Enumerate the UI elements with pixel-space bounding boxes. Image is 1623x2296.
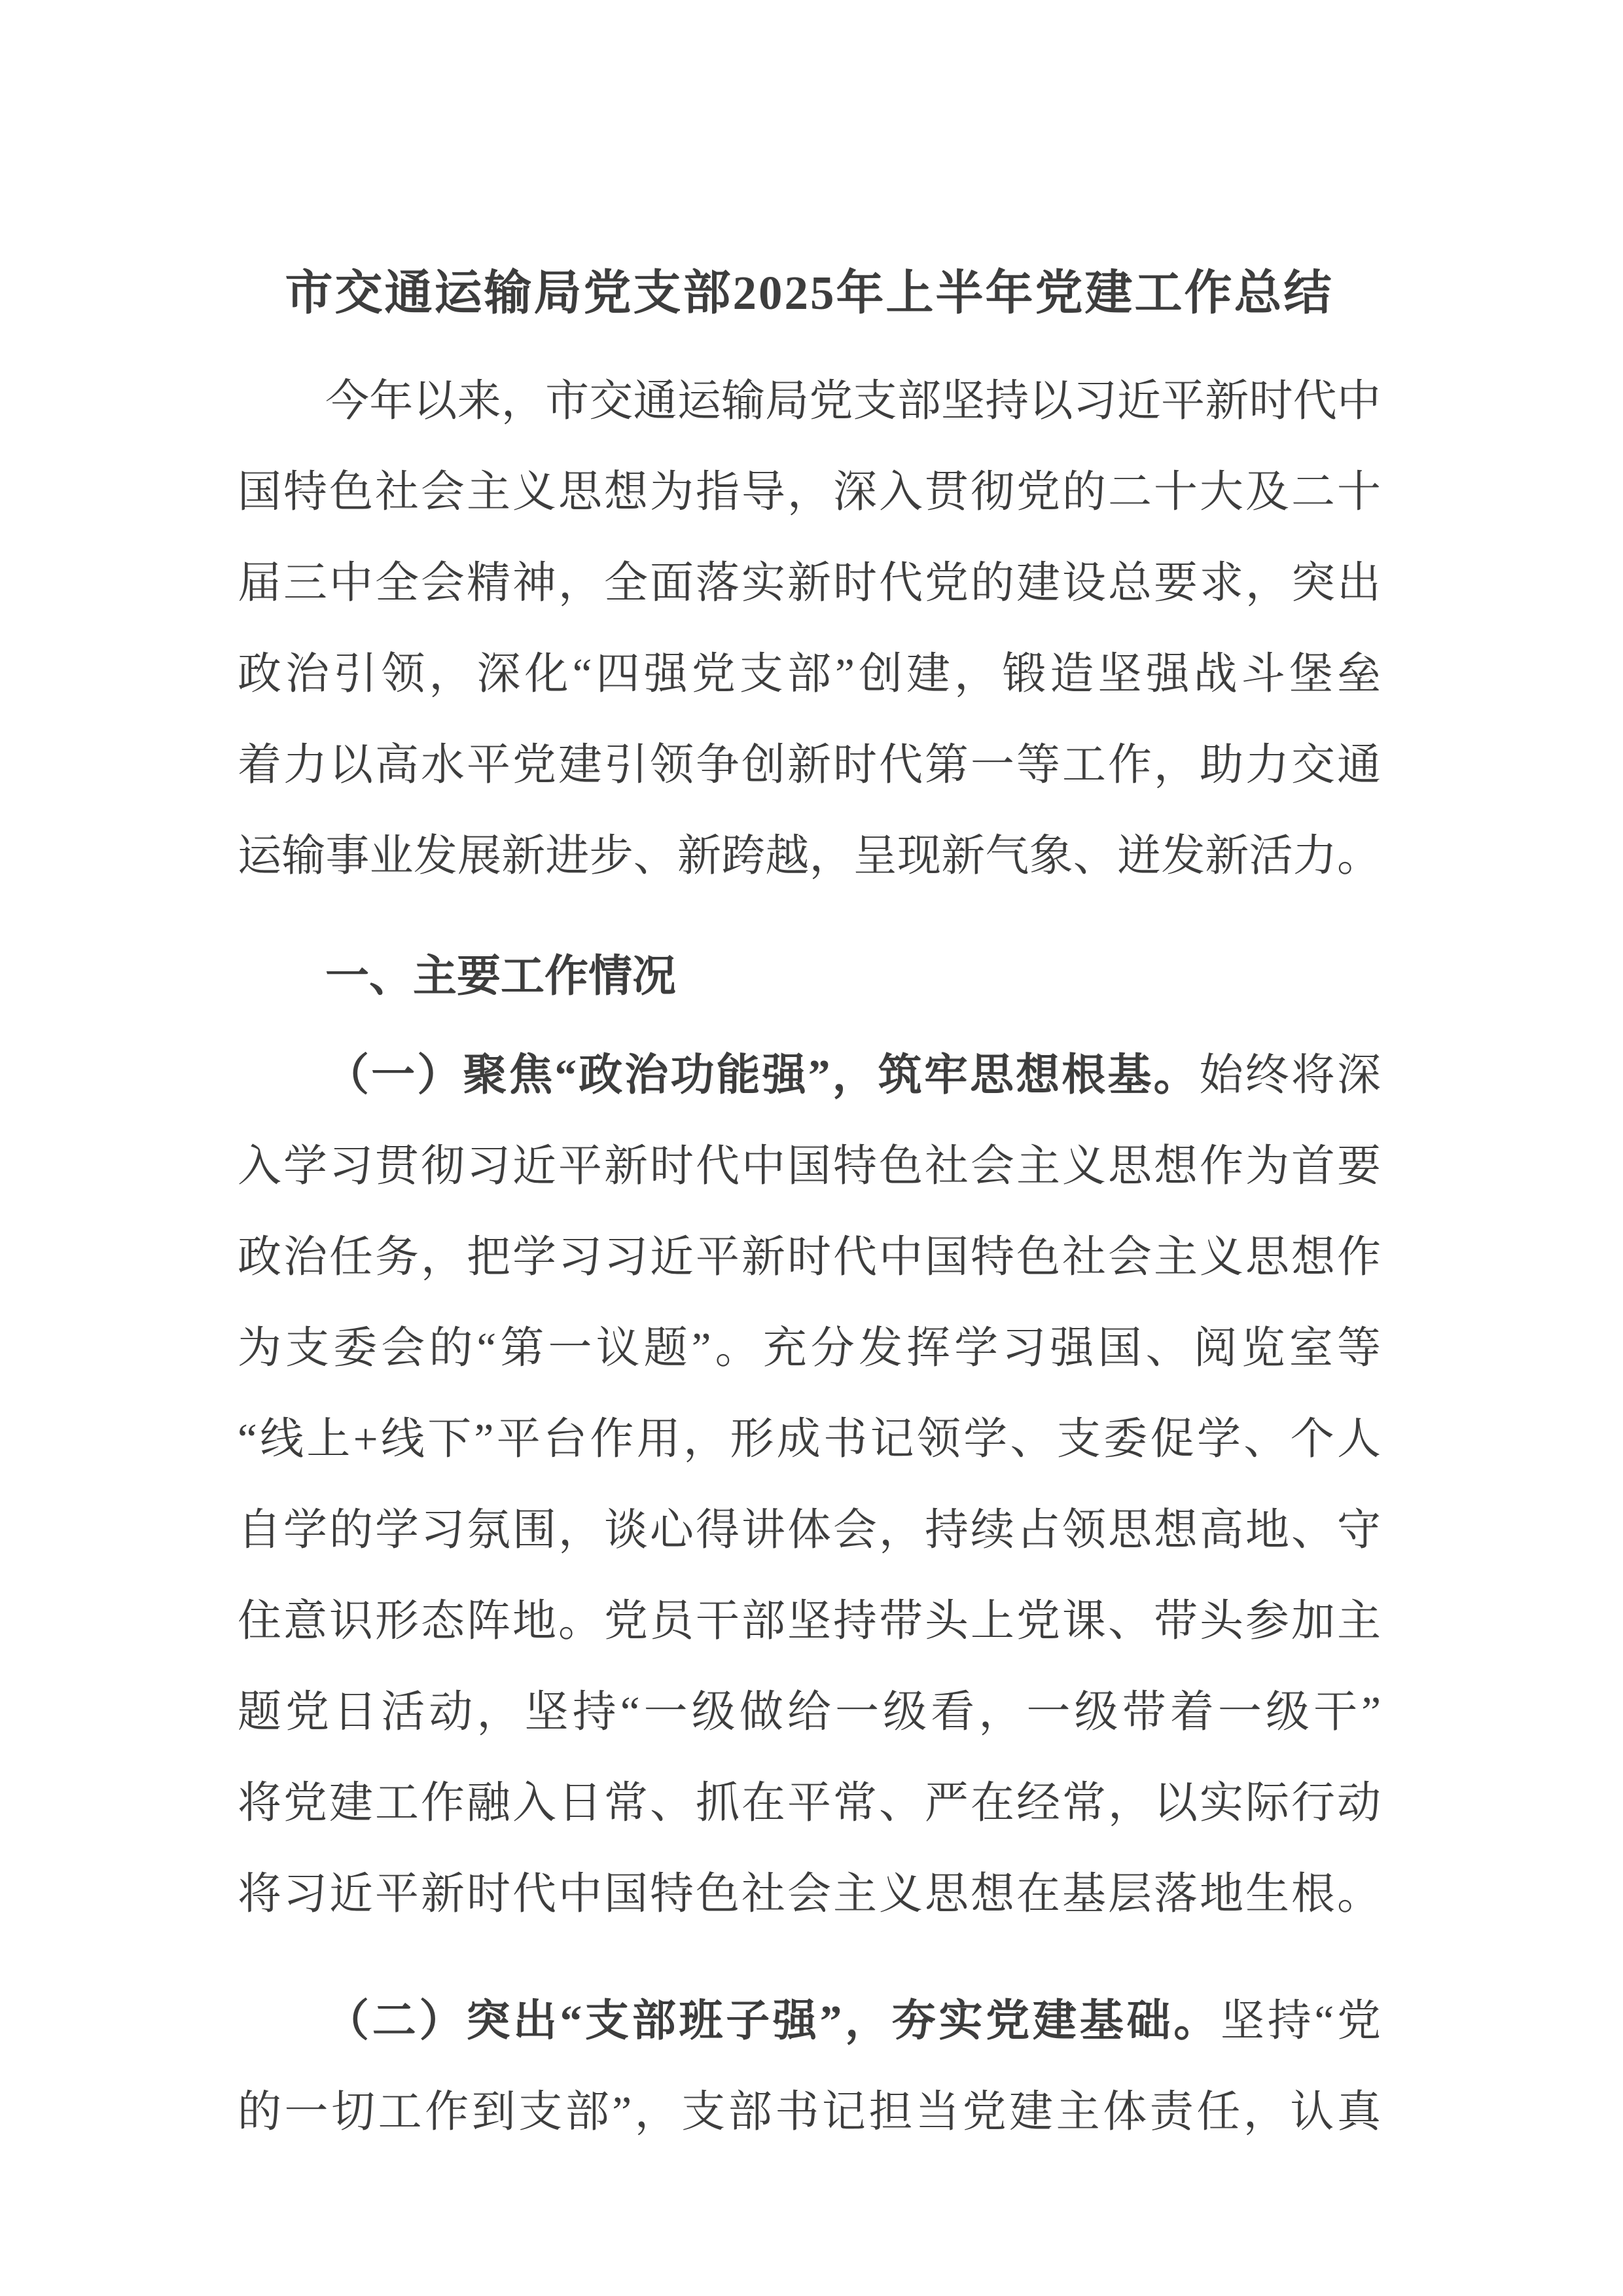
subheading-bold-lead: （二）突出“支部班子强”，夯实党建基础。 xyxy=(325,1997,1221,2045)
body-line: “线上+线下”平台作用，形成书记领学、支委促学、个人 xyxy=(238,1415,1381,1463)
paragraph-intro xyxy=(238,356,1381,902)
document-title: 市交通运输局党支部2025年上半年党建工作总结 xyxy=(285,266,1334,319)
subheading-bold-lead: （一）聚焦“政治功能强”，筑牢思想根基。 xyxy=(325,1051,1200,1100)
body-text: 坚持“党 xyxy=(1221,1997,1381,2045)
body-line: 住意识形态阵地。党员干部坚持带头上党课、带头参加主 xyxy=(238,1597,1381,1645)
body-line: 为支委会的“第一议题”。充分发挥学习强国、阅览室等 xyxy=(238,1324,1381,1372)
document-content xyxy=(238,260,1381,2158)
paragraph-section-2 xyxy=(238,1976,1381,2158)
body-line: 届三中全会精神，全面落实新时代党的建设总要求，突出 xyxy=(238,559,1381,607)
body-line: 运输事业发展新进步、新跨越，呈现新气象、迸发新活力。 xyxy=(238,832,1381,880)
paragraph-section-1 xyxy=(238,1030,1381,1940)
body-line: 着力以高水平党建引领争创新时代第一等工作，助力交通 xyxy=(238,741,1381,789)
body-text: 始终将深 xyxy=(1199,1051,1381,1100)
body-line: 国特色社会主义思想为指导，深入贯彻党的二十大及二十 xyxy=(238,468,1381,516)
body-line: 的一切工作到支部”，支部书记担当党建主体责任，认真 xyxy=(238,2088,1381,2136)
body-line: 题党日活动，坚持“一级做给一级看，一级带着一级干” xyxy=(238,1688,1381,1736)
body-line: 自学的学习氛围，谈心得讲体会，持续占领思想高地、守 xyxy=(238,1506,1381,1554)
body-line xyxy=(238,1030,1381,1121)
body-line: 政治引领，深化“四强党支部”创建，锻造坚强战斗堡垒 xyxy=(238,650,1381,698)
body-line: 将习近平新时代中国特色社会主义思想在基层落地生根。 xyxy=(238,1870,1381,1918)
body-line: 将党建工作融入日常、抓在平常、严在经常，以实际行动 xyxy=(238,1779,1381,1827)
section-heading-1: 一、主要工作情况 xyxy=(325,952,676,1001)
body-line: 今年以来，市交通运输局党支部坚持以习近平新时代中 xyxy=(325,377,1381,425)
body-line: 政治任务，把学习习近平新时代中国特色社会主义思想作 xyxy=(238,1233,1381,1282)
body-line: 入学习贯彻习近平新时代中国特色社会主义思想作为首要 xyxy=(238,1142,1381,1191)
body-line xyxy=(238,1976,1381,2067)
